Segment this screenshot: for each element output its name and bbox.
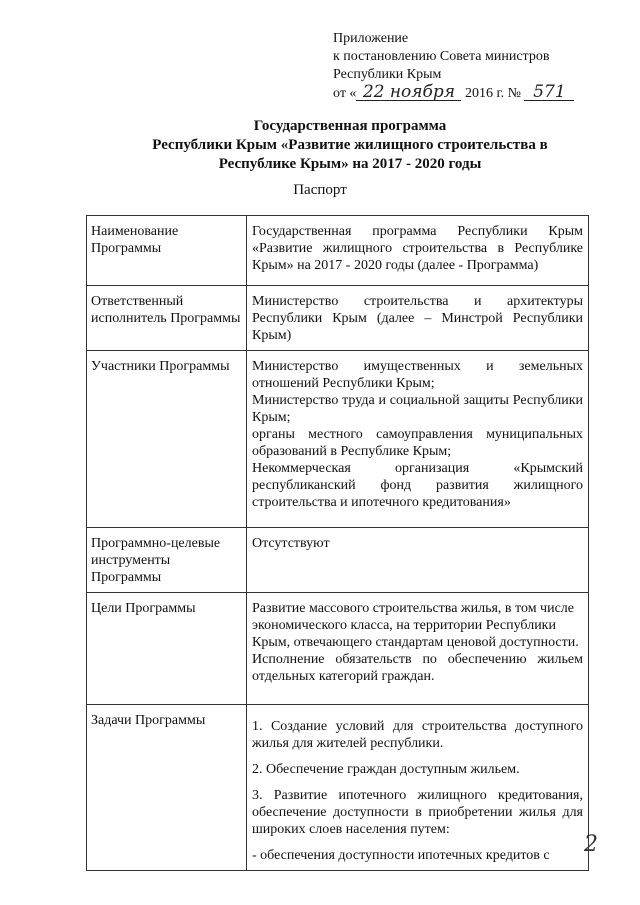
task-item: 3. Развитие ипотечного жилищного кредитования, обеспечение доступности в приобретении жилья для широких слоев населения путем: — [252, 788, 583, 837]
handwritten-date: 22 ноября — [356, 84, 461, 101]
header-line: Республики Крым — [333, 67, 442, 82]
row-label: Программно-целевые инструменты Программы — [87, 528, 247, 593]
date-prefix: от « — [333, 86, 357, 101]
header-line: к постановлению Совета министров — [333, 49, 550, 64]
passport-heading: Паспорт — [293, 182, 347, 198]
header-date-line — [333, 84, 574, 103]
date-year: 2016 г. № — [464, 86, 521, 101]
handwritten-page-mark: 2 — [584, 832, 598, 857]
table-row — [87, 216, 589, 286]
table-row — [87, 286, 589, 351]
row-text: Министерство имущественных и земельных отношений Республики Крым; — [252, 359, 583, 391]
approval-header — [333, 30, 574, 103]
task-item: - обеспечения доступности ипотечных кредитов с — [252, 848, 550, 863]
passport-table — [86, 215, 589, 871]
row-text: Министерство труда и социальной защиты Республики Крым; — [252, 393, 583, 425]
row-text: органы местного самоуправления муниципальных образований в Республике Крым; — [252, 427, 583, 459]
row-text: Отсутствуют — [252, 536, 330, 551]
title-line: Государственная программа — [253, 118, 447, 134]
task-item: 2. Обеспечение граждан доступным жильем. — [252, 762, 520, 777]
table-row — [87, 351, 589, 528]
row-value — [247, 705, 589, 871]
row-label: Задачи Программы — [87, 705, 247, 871]
row-label: Наименование Программы — [87, 216, 247, 286]
row-value — [247, 351, 589, 528]
table-row — [87, 705, 589, 871]
row-value — [247, 528, 589, 593]
row-label: Ответственный исполнитель Программы — [87, 286, 247, 351]
row-value — [247, 286, 589, 351]
row-value — [247, 216, 589, 286]
row-text: Исполнение обязательств по обеспечению жильем отдельных категорий граждан. — [252, 652, 583, 684]
row-value — [247, 593, 589, 705]
row-text: Министерство строительства и архитектуры Республики Крым (далее – Минстрой Республики Крым) — [252, 294, 583, 343]
task-item: 1. Создание условий для строительства доступного жилья для жителей республики. — [252, 719, 583, 751]
row-label: Участники Программы — [87, 351, 247, 528]
title-line: Республике Крым» на 2017 - 2020 годы — [218, 156, 482, 172]
row-text: Развитие массового строительства жилья, в том числе экономического класса, на территории Республики Крым, отвечающего стандартам ценовой доступности. — [252, 601, 579, 650]
header-line: Приложение — [333, 31, 409, 46]
row-text: Государственная программа Республики Крым «Развитие жилищного строительства в Республике Крым» на 2017 - 2020 годы (далее - Программа) — [252, 224, 583, 273]
row-label: Цели Программы — [87, 593, 247, 705]
title-line: Республики Крым «Развитие жилищного строительства в — [152, 137, 548, 153]
row-text: Некоммерческая организация «Крымский республиканский фонд развития жилищного строительства и ипотечного кредитования» — [252, 461, 583, 510]
handwritten-number: 571 — [524, 84, 574, 101]
table-row — [87, 528, 589, 593]
document-title — [80, 117, 620, 174]
table-row — [87, 593, 589, 705]
